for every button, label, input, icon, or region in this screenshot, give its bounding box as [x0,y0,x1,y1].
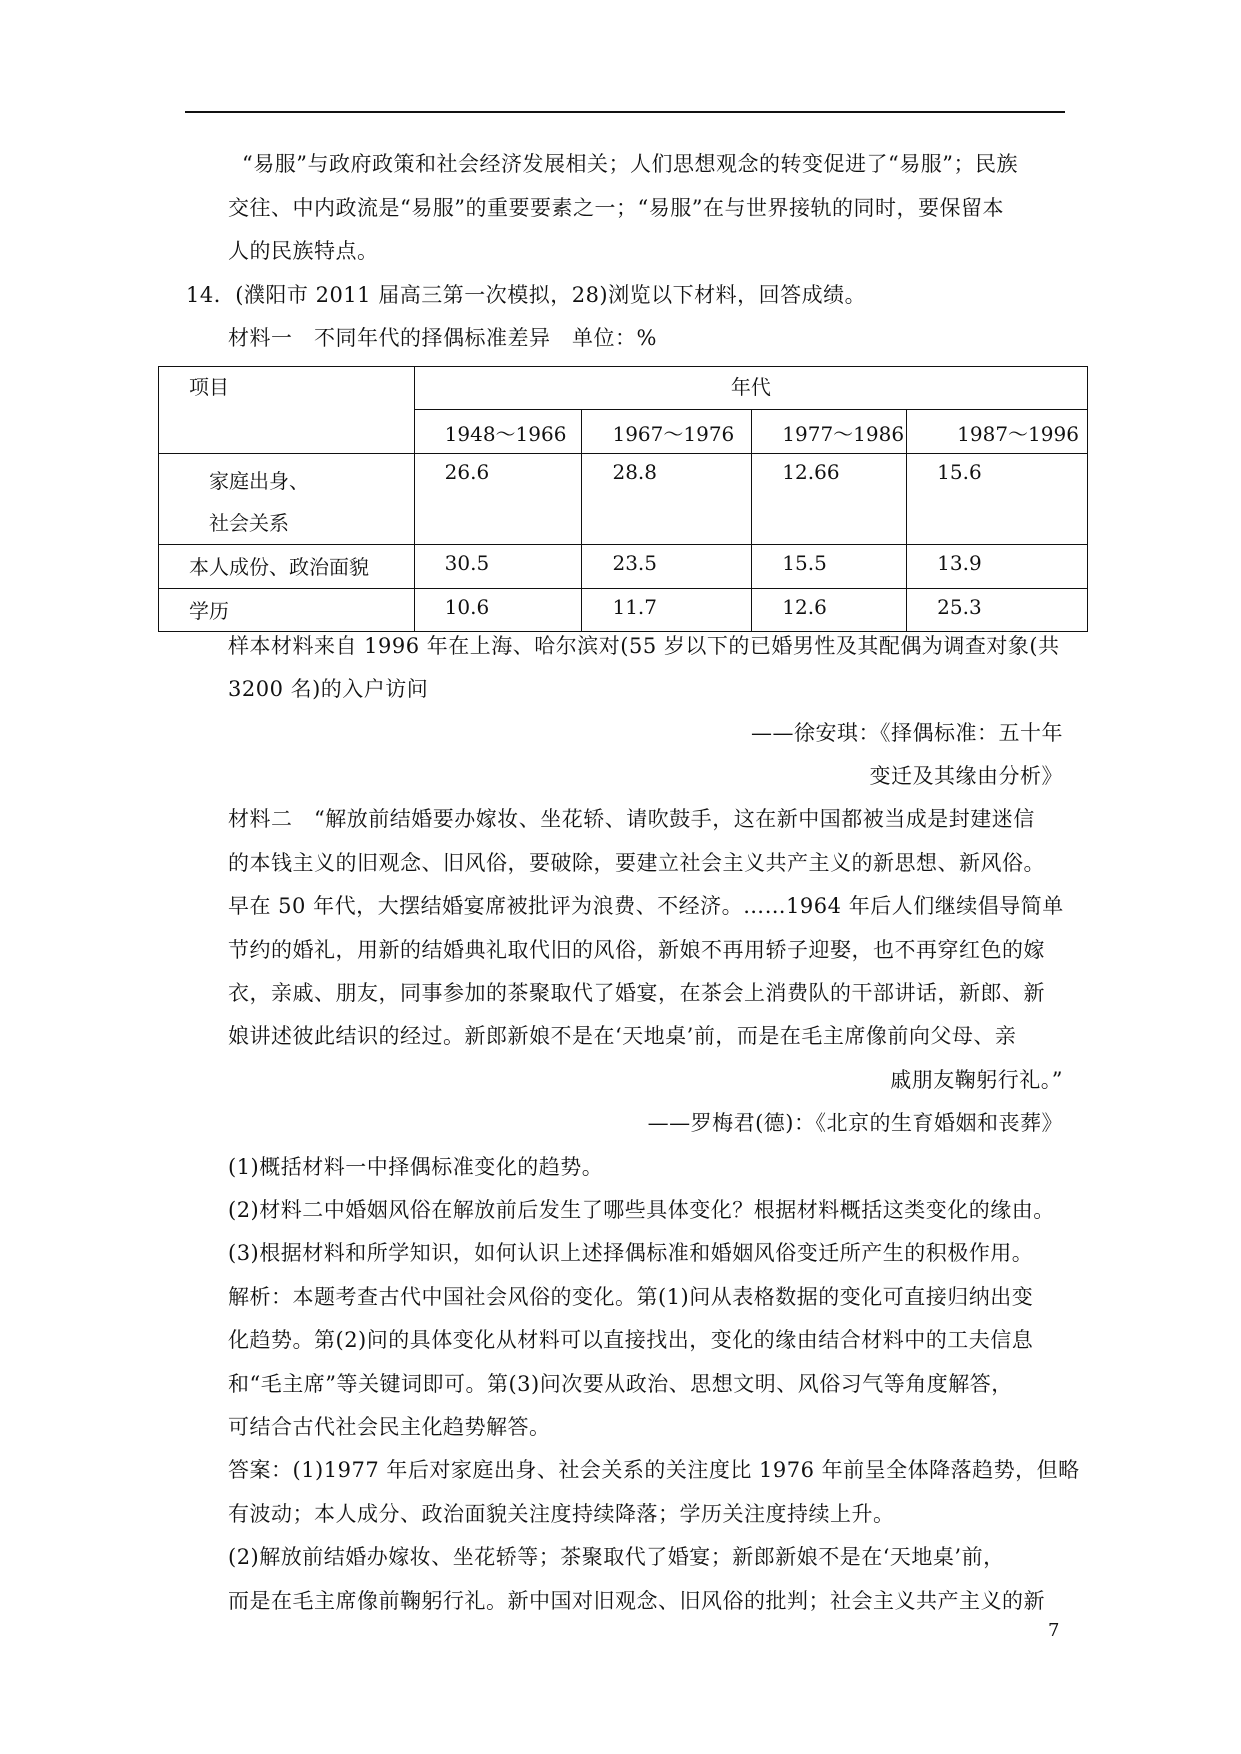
table-cell: 23.5 [582,545,752,589]
row-label-political: 本人成份、政治面貌 [159,545,415,589]
period-header: 1948～1966 [414,410,582,454]
page-number: 7 [1048,1620,1060,1641]
material2-last-line: 戚朋友鞠躬行礼。” [890,1068,1063,1092]
answer-line-3: (2)解放前结婚办嫁妆、坐花轿等；茶聚取代了婚宴；新郎新娘不是在‘天地桌’前， [228,1545,1005,1569]
answer-line-4: 而是在毛主席像前鞠躬行礼。新中国对旧观念、旧风俗的批判；社会主义共产主义的新 [228,1589,1045,1613]
item-header-cell [159,367,415,454]
sample-note-line-2: 3200 名)的入户访问 [228,677,429,701]
source-citation-2: ——罗梅君(德)：《北京的生育婚姻和丧葬》 [647,1111,1063,1135]
material2-line-6: 娘讲述彼此结识的经过。新郎新娘不是在‘天地桌’前，而是在毛主席像前向父母、亲 [228,1024,1017,1048]
analysis-line-4: 可结合古代社会民主化趋势解答。 [228,1415,551,1439]
period-header: 1967～1976 [582,410,752,454]
intro-line-3: 人的民族特点。 [228,239,379,263]
era-header: 年代 [730,375,771,399]
row-label-family: 家庭出身、 社会关系 [159,454,415,545]
sub-question-2: (2)材料二中婚姻风俗在解放前后发生了哪些具体变化？根据材料概括这类变化的缘由。 [228,1198,1055,1222]
period-header: 1987～1996 [907,410,1088,454]
row-label-education: 学历 [159,589,415,632]
sub-question-1: (1)概括材料一中择偶标准变化的趋势。 [228,1155,604,1179]
material2-line-5: 衣，亲戚、朋友，同事参加的茶聚取代了婚宴，在茶会上消费队的干部讲话，新郎、新 [228,981,1045,1005]
intro-line-1: “易服”与政府政策和社会经济发展相关；人们思想观念的转变促进了“易服”；民族 [242,152,1018,176]
analysis-line-1: 解析：本题考查古代中国社会风俗的变化。第(1)问从表格数据的变化可直接归纳出变 [228,1285,1034,1309]
period-header: 1977～1986 [752,410,907,454]
era-header-cell [414,367,1087,410]
source-citation-1: ——徐安琪：《择偶标准：五十年 [751,721,1063,745]
sub-question-3: (3)根据材料和所学知识，如何认识上述择偶标准和婚姻风俗变迁所产生的积极作用。 [228,1241,1034,1265]
material2-line-1: 材料二 “解放前结婚要办嫁妆、坐花轿、请吹鼓手，这在新中国都被当成是封建迷信 [228,807,1035,831]
table-cell: 28.8 [582,454,752,545]
source-citation-1-cont: 变迁及其缘由分析》 [869,764,1063,788]
material2-line-2: 的本钱主义的旧观念、旧风俗，要破除，要建立社会主义共产主义的新思想、新风俗。 [228,851,1045,875]
question-number-line: 14．(濮阳市 2011 届高三第一次模拟，28)浏览以下材料，回答成绩。 [186,283,867,307]
header-rule [185,111,1065,113]
answer-line-2: 有波动；本人成分、政治面貌关注度持续降落；学历关注度持续上升。 [228,1502,895,1526]
analysis-line-2: 化趋势。第(2)问的具体变化从材料可以直接找出，变化的缘由结合材料中的工夫信息 [228,1328,1034,1352]
table-cell: 12.6 [752,589,907,632]
material2-line-4: 节约的婚礼，用新的结婚典礼取代旧的风俗，新娘不再用轿子迎娶，也不再穿红色的嫁 [228,938,1045,962]
table-cell: 26.6 [414,454,582,545]
material1-title: 材料一 不同年代的择偶标准差异 单位：% [228,326,657,350]
table-cell: 10.6 [414,589,582,632]
table-cell: 12.66 [752,454,907,545]
sample-note-line-1: 样本材料来自 1996 年在上海、哈尔滨对(55 岁以下的已婚男性及其配偶为调查对象(共 [228,634,1060,658]
material2-line-3: 早在 50 年代，大摆结婚宴席被批评为浪费、不经济。……1964 年后人们继续倡导简单 [228,894,1064,918]
table-cell: 15.5 [752,545,907,589]
intro-line-2: 交往、中内政流是“易服”的重要要素之一；“易服”在与世界接轨的同时，要保留本 [228,196,1004,220]
analysis-line-3: 和“毛主席”等关键词即可。第(3)问次要从政治、思想文明、风俗习气等角度解答， [228,1372,1013,1396]
table-cell: 25.3 [907,589,1088,632]
table-cell: 15.6 [907,454,1088,545]
answer-line-1: 答案：(1)1977 年后对家庭出身、社会关系的关注度比 1976 年前呈全体降落趋势，但略 [228,1458,1080,1482]
item-header: 项目 [189,375,229,399]
table-cell: 13.9 [907,545,1088,589]
selection-criteria-table [158,366,1088,632]
table-cell: 30.5 [414,545,582,589]
table-cell: 11.7 [582,589,752,632]
